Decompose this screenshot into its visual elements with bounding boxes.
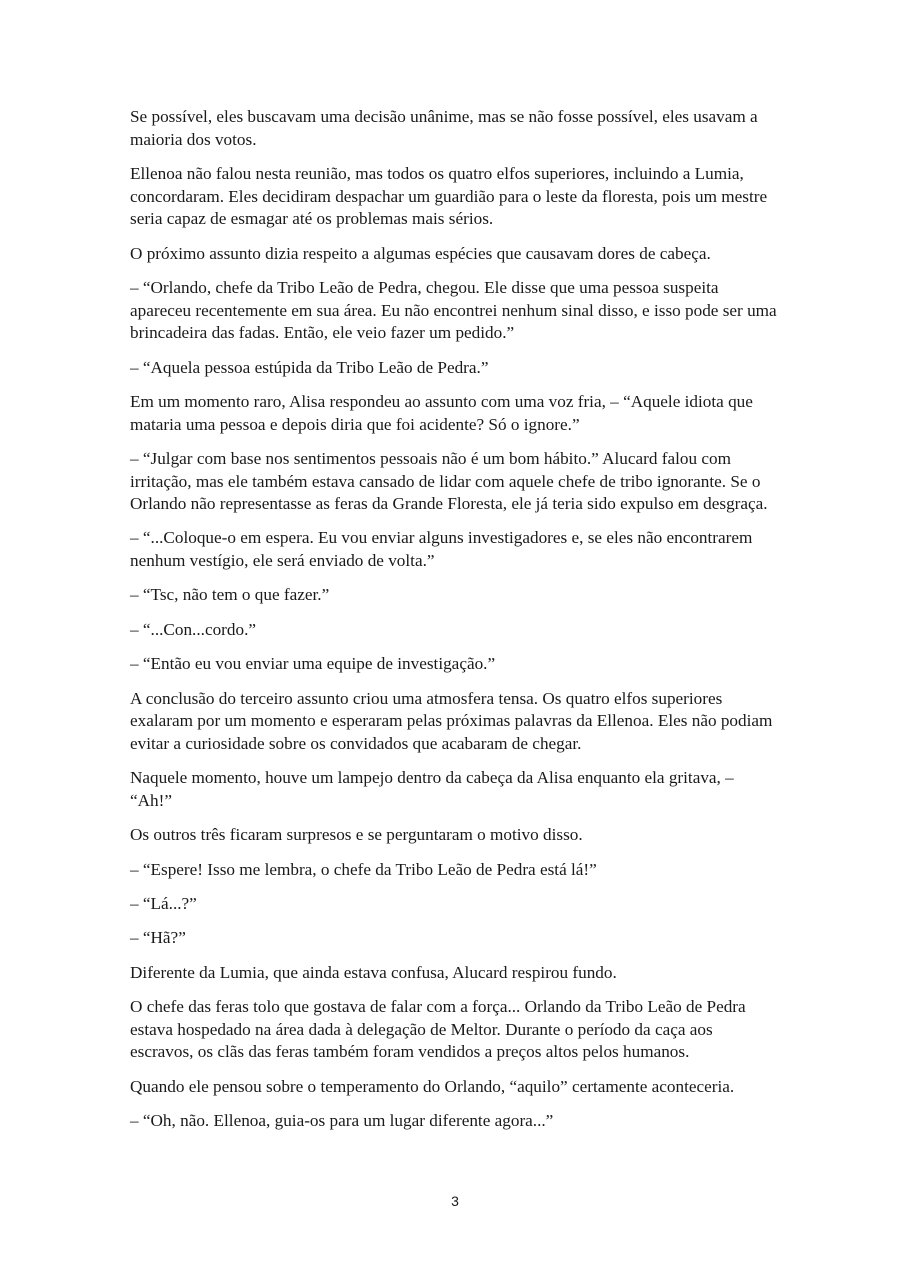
paragraph-14: Os outros três ficaram surpresos e se perguntaram o motivo disso.: [130, 825, 583, 845]
paragraph-4: – “Orlando, chefe da Tribo Leão de Pedra, chegou. Ele disse que uma pessoa suspeita apareceu recentemente em sua área. Eu não encontrei nenhum sinal disso, e isso pode ser uma brincadeira das fadas. Então, ele veio fazer um pedido.”: [130, 277, 777, 343]
paragraph-1: Se possível, eles buscavam uma decisão unânime, mas se não fosse possível, eles usavam a maioria dos votos.: [130, 107, 758, 149]
paragraph-3: O próximo assunto dizia respeito a algumas espécies que causavam dores de cabeça.: [130, 243, 711, 263]
document-body: [130, 106, 780, 1145]
paragraph-2: Ellenoa não falou nesta reunião, mas todos os quatro elfos superiores, incluindo a Lumia, concordaram. Eles decidiram despachar um guardião para o leste da floresta, pois um mestre seria capaz de esmagar até os problemas mais sérios.: [130, 163, 768, 229]
paragraph-8: – “...Coloque-o em espera. Eu vou enviar alguns investigadores e, se eles não encontrarem nenhum vestígio, ele será enviado de volta.”: [130, 528, 753, 571]
paragraph-20: Quando ele pensou sobre o temperamento do Orlando, “aquilo” certamente aconteceria.: [130, 1076, 735, 1096]
paragraph-5: – “Aquela pessoa estúpida da Tribo Leão de Pedra.”: [130, 357, 489, 377]
paragraph-19: O chefe das feras tolo que gostava de falar com a força... Orlando da Tribo Leão de Pedra estava hospedado na área dada à delegação de Meltor. Durante o período da caça aos escravos, os clãs das feras também foram vendidos a preços altos pelos humanos.: [130, 997, 746, 1062]
paragraph-10: – “...Con...cordo.”: [130, 619, 257, 639]
paragraph-16: – “Lá...?”: [130, 893, 197, 913]
paragraph-13: Naquele momento, houve um lampejo dentro da cabeça da Alisa enquanto ela gritava, – “Ah!”: [130, 768, 734, 810]
paragraph-6: Em um momento raro, Alisa respondeu ao assunto com uma voz fria, – “Aquele idiota que mataria uma pessoa e depois diria que foi acidente? Só o ignore.”: [130, 391, 753, 434]
paragraph-15: – “Espere! Isso me lembra, o chefe da Tribo Leão de Pedra está lá!”: [130, 859, 597, 879]
paragraph-17: – “Hã?”: [130, 928, 186, 948]
paragraph-9: – “Tsc, não tem o que fazer.”: [130, 585, 330, 605]
paragraph-18: Diferente da Lumia, que ainda estava confusa, Alucard respirou fundo.: [130, 962, 617, 982]
paragraph-12: A conclusão do terceiro assunto criou uma atmosfera tensa. Os quatro elfos superiores exalaram por um momento e esperaram pelas próximas palavras da Ellenoa. Eles não podiam evitar a curiosidade sobre os convidados que acabaram de chegar.: [130, 688, 773, 753]
page-number: 3: [451, 1193, 459, 1209]
paragraph-11: – “Então eu vou enviar uma equipe de investigação.”: [130, 654, 496, 674]
paragraph-21: – “Oh, não. Ellenoa, guia-os para um lugar diferente agora...”: [130, 1111, 554, 1131]
paragraph-7: – “Julgar com base nos sentimentos pessoais não é um bom hábito.” Alucard falou com irritação, mas ele também estava cansado de lidar com aquele chefe de tribo ignorante. Se o Orlando não representasse as feras da Grande Floresta, ele já teria sido expulso em desgraça.: [130, 448, 768, 514]
